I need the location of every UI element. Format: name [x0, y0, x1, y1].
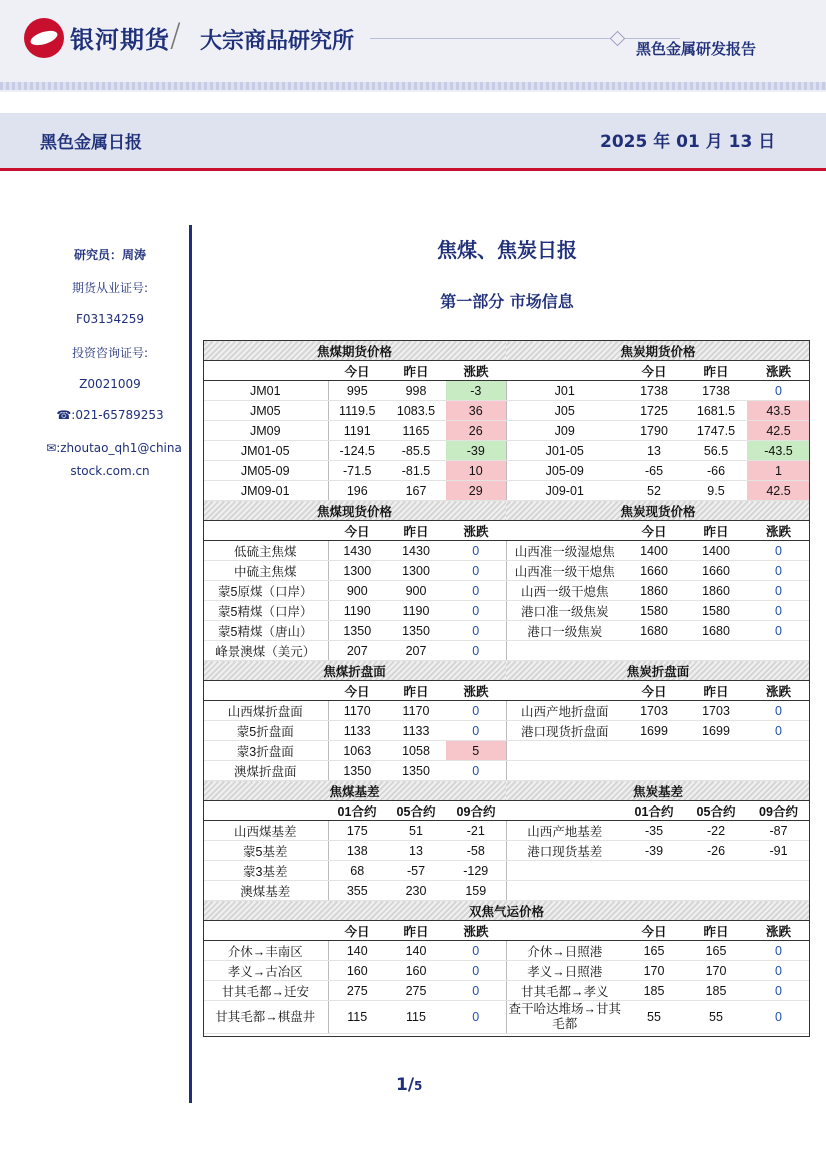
- table-cell: 42.5: [747, 421, 810, 441]
- table-cell: 1350: [328, 621, 386, 641]
- table-cell: 55: [623, 1001, 685, 1034]
- row-label: 蒙5原煤（口岸）: [203, 581, 328, 601]
- row-label: JM09-01: [203, 481, 328, 501]
- section-header-right: 焦炭期货价格: [506, 341, 810, 361]
- row-label: JM09: [203, 421, 328, 441]
- table-cell: -124.5: [328, 441, 386, 461]
- column-header: 01合约: [623, 801, 685, 821]
- table-cell: 51: [386, 821, 446, 841]
- table-cell: 159: [446, 881, 506, 901]
- table-cell: 10: [446, 461, 506, 481]
- table-cell: 1133: [386, 721, 446, 741]
- column-header: [203, 681, 328, 701]
- table-cell: 0: [747, 701, 810, 721]
- row-label: 港口现货折盘面: [506, 721, 623, 741]
- table-cell: 1725: [623, 401, 685, 421]
- table-row: [203, 761, 810, 781]
- table-cell: [623, 861, 685, 881]
- column-header: [203, 521, 328, 541]
- column-header: 昨日: [685, 521, 747, 541]
- table-row: [203, 841, 810, 861]
- table-cell: -71.5: [328, 461, 386, 481]
- table-cell: 1190: [328, 601, 386, 621]
- row-label: 孝义→古冶区: [203, 961, 328, 981]
- table-cell: [747, 761, 810, 781]
- table-cell: 165: [623, 941, 685, 961]
- table-cell: 52: [623, 481, 685, 501]
- table-cell: 1580: [623, 601, 685, 621]
- column-header: [506, 801, 623, 821]
- table-cell: 0: [446, 541, 506, 561]
- table-cell: 1350: [386, 621, 446, 641]
- row-label: 山西煤基差: [203, 821, 328, 841]
- table-cell: -91: [747, 841, 810, 861]
- table-row: [203, 441, 810, 461]
- table-cell: 1680: [623, 621, 685, 641]
- section-header-left: 焦煤基差: [203, 781, 506, 801]
- table-cell: 275: [328, 981, 386, 1001]
- row-label: 山西准一级湿熄焦: [506, 541, 623, 561]
- column-header: 昨日: [386, 681, 446, 701]
- table-cell: 140: [328, 941, 386, 961]
- column-header: 昨日: [685, 921, 747, 941]
- table-cell: 0: [446, 641, 506, 661]
- table-cell: 165: [685, 941, 747, 961]
- table-cell: 1400: [685, 541, 747, 561]
- table-cell: 275: [386, 981, 446, 1001]
- row-label: [506, 641, 623, 661]
- column-header: 05合约: [685, 801, 747, 821]
- table-cell: 1350: [328, 761, 386, 781]
- table-cell: 207: [386, 641, 446, 661]
- row-label: J09-01: [506, 481, 623, 501]
- section-header-left: 焦煤现货价格: [203, 501, 506, 521]
- column-header: [203, 801, 328, 821]
- column-header: 昨日: [386, 921, 446, 941]
- banner-red-rule: [0, 168, 826, 171]
- phone-number: ☎:021-65789253: [56, 408, 164, 422]
- column-header: [203, 921, 328, 941]
- table-cell: 1190: [386, 601, 446, 621]
- table-cell: 1300: [386, 561, 446, 581]
- table-cell: [685, 641, 747, 661]
- row-label: 蒙5折盘面: [203, 721, 328, 741]
- table-cell: 138: [328, 841, 386, 861]
- table-cell: 0: [747, 541, 810, 561]
- row-label: 蒙5基差: [203, 841, 328, 861]
- table-cell: 1430: [328, 541, 386, 561]
- column-header: 今日: [328, 361, 386, 381]
- section-header-right: 焦炭折盘面: [506, 661, 810, 681]
- table-cell: 160: [328, 961, 386, 981]
- table-row: [203, 601, 810, 621]
- table-cell: -85.5: [386, 441, 446, 461]
- table-cell: 1133: [328, 721, 386, 741]
- table-cell: [747, 861, 810, 881]
- table-cell: 13: [623, 441, 685, 461]
- table-cell: 43.5: [747, 401, 810, 421]
- table-cell: -81.5: [386, 461, 446, 481]
- row-label: 峰景澳煤（美元）: [203, 641, 328, 661]
- table-cell: -39: [623, 841, 685, 861]
- table-cell: -21: [446, 821, 506, 841]
- table-cell: 1580: [685, 601, 747, 621]
- row-label: J09: [506, 421, 623, 441]
- row-label: [506, 881, 623, 901]
- table-cell: 1660: [685, 561, 747, 581]
- table-cell: -57: [386, 861, 446, 881]
- table-cell: 26: [446, 421, 506, 441]
- column-header: 今日: [328, 921, 386, 941]
- row-label: 山西煤折盘面: [203, 701, 328, 721]
- row-label: JM01: [203, 381, 328, 401]
- sidebar-divider: [189, 225, 192, 1103]
- table-cell: [747, 881, 810, 901]
- row-label: 介休→日照港: [506, 941, 623, 961]
- table-cell: 1119.5: [328, 401, 386, 421]
- table-cell: 1170: [386, 701, 446, 721]
- table-cell: -39: [446, 441, 506, 461]
- column-header: 今日: [623, 521, 685, 541]
- table-cell: [623, 741, 685, 761]
- table-cell: 42.5: [747, 481, 810, 501]
- table-cell: -58: [446, 841, 506, 861]
- table-cell: [623, 881, 685, 901]
- table-row: [203, 421, 810, 441]
- table-cell: 13: [386, 841, 446, 861]
- table-cell: 0: [747, 961, 810, 981]
- column-header: 昨日: [386, 521, 446, 541]
- table-cell: 995: [328, 381, 386, 401]
- report-type: 黑色金属研发报告: [636, 40, 757, 58]
- row-label: 山西产地折盘面: [506, 701, 623, 721]
- column-header: [506, 921, 623, 941]
- table-cell: 0: [446, 941, 506, 961]
- researcher: 研究员：周涛: [73, 248, 146, 262]
- table-cell: 0: [747, 941, 810, 961]
- table-cell: 0: [446, 961, 506, 981]
- table-cell: [685, 761, 747, 781]
- table-cell: 0: [747, 601, 810, 621]
- row-label: J05: [506, 401, 623, 421]
- table-cell: 0: [747, 1001, 810, 1034]
- table-row: [203, 381, 810, 401]
- email-line-2: stock.com.cn: [70, 464, 150, 478]
- table-cell: 1300: [328, 561, 386, 581]
- email-line-1: ✉:zhoutao_qh1@china: [46, 441, 182, 455]
- table-row: [203, 641, 810, 661]
- table-cell: 900: [386, 581, 446, 601]
- table-cell: 1191: [328, 421, 386, 441]
- table-cell: [623, 641, 685, 661]
- table-cell: 1699: [623, 721, 685, 741]
- row-label: 蒙5精煤（口岸）: [203, 601, 328, 621]
- table-cell: 175: [328, 821, 386, 841]
- column-header: 今日: [328, 521, 386, 541]
- column-header: 01合约: [328, 801, 386, 821]
- table-cell: [623, 761, 685, 781]
- page-number: 1/5: [396, 1075, 423, 1095]
- table-cell: 1747.5: [685, 421, 747, 441]
- row-label: J01: [506, 381, 623, 401]
- table-cell: 1350: [386, 761, 446, 781]
- table-cell: 185: [685, 981, 747, 1001]
- table-cell: 0: [446, 761, 506, 781]
- table-row: [203, 741, 810, 761]
- column-header: 昨日: [685, 681, 747, 701]
- table-cell: 115: [386, 1001, 446, 1034]
- column-header: 涨跌: [446, 521, 506, 541]
- table-cell: 68: [328, 861, 386, 881]
- table-cell: 1083.5: [386, 401, 446, 421]
- table-cell: 1430: [386, 541, 446, 561]
- row-label: [506, 861, 623, 881]
- table-row: [203, 701, 810, 721]
- table-cell: [685, 881, 747, 901]
- table-row: [203, 881, 810, 901]
- institute-name: 大宗商品研究所: [200, 29, 355, 54]
- row-label: JM05-09: [203, 461, 328, 481]
- table-cell: 230: [386, 881, 446, 901]
- table-cell: 29: [446, 481, 506, 501]
- row-label: 甘其毛都→棋盘井: [203, 1001, 328, 1034]
- table-cell: -129: [446, 861, 506, 881]
- section-title: 第一部分 市场信息: [440, 292, 574, 311]
- table-cell: 0: [446, 581, 506, 601]
- table-cell: 0: [446, 621, 506, 641]
- column-header: [506, 521, 623, 541]
- header-stripe: [0, 82, 826, 90]
- table-cell: 140: [386, 941, 446, 961]
- table-cell: 900: [328, 581, 386, 601]
- row-label: 甘其毛都→迁安: [203, 981, 328, 1001]
- column-header: 今日: [623, 361, 685, 381]
- table-cell: -35: [623, 821, 685, 841]
- column-header: 05合约: [386, 801, 446, 821]
- brand-name: 银河期货: [70, 26, 170, 54]
- row-label: [506, 741, 623, 761]
- table-cell: 998: [386, 381, 446, 401]
- column-header: [506, 681, 623, 701]
- table-cell: 0: [747, 721, 810, 741]
- table-cell: 56.5: [685, 441, 747, 461]
- row-label: 蒙5精煤（唐山）: [203, 621, 328, 641]
- column-header: 今日: [328, 681, 386, 701]
- row-label: 介休→丰南区: [203, 941, 328, 961]
- table-cell: 0: [747, 981, 810, 1001]
- invest-cert: Z0021009: [79, 377, 141, 391]
- table-cell: 0: [747, 561, 810, 581]
- table-cell: 1170: [328, 701, 386, 721]
- table-row: [203, 621, 810, 641]
- section-header-left: 焦煤期货价格: [203, 341, 506, 361]
- table-cell: 115: [328, 1001, 386, 1034]
- table-cell: 1699: [685, 721, 747, 741]
- table-row: [203, 461, 810, 481]
- table-cell: 1: [747, 461, 810, 481]
- row-label: 蒙3折盘面: [203, 741, 328, 761]
- table-cell: 0: [446, 601, 506, 621]
- section-header-left: 焦煤折盘面: [203, 661, 506, 681]
- column-header: 09合约: [446, 801, 506, 821]
- table-cell: 1860: [623, 581, 685, 601]
- banner-title: 黑色金属日报: [40, 133, 142, 153]
- divider-slash: /: [170, 16, 181, 54]
- row-label: 澳煤基差: [203, 881, 328, 901]
- table-cell: 1790: [623, 421, 685, 441]
- table-row: [203, 961, 810, 981]
- row-label: J05-09: [506, 461, 623, 481]
- table-row: [203, 541, 810, 561]
- row-label: 蒙3基差: [203, 861, 328, 881]
- table-row: [203, 401, 810, 421]
- table-cell: 1703: [685, 701, 747, 721]
- table-cell: [685, 741, 747, 761]
- section-header: 双焦气运价格: [203, 901, 810, 921]
- row-label: 山西一级干熄焦: [506, 581, 623, 601]
- column-header: 涨跌: [747, 361, 810, 381]
- table-cell: 1660: [623, 561, 685, 581]
- table-cell: 1738: [623, 381, 685, 401]
- table-cell: -65: [623, 461, 685, 481]
- table-cell: 1400: [623, 541, 685, 561]
- table-row: [203, 941, 810, 961]
- table-cell: 55: [685, 1001, 747, 1034]
- table-row: [203, 861, 810, 881]
- column-header: 涨跌: [446, 681, 506, 701]
- column-header: [203, 361, 328, 381]
- column-header: 09合约: [747, 801, 810, 821]
- table-cell: 196: [328, 481, 386, 501]
- table-cell: 0: [747, 581, 810, 601]
- table-row: [203, 981, 810, 1001]
- table-row: [203, 1001, 810, 1034]
- table-row: [203, 581, 810, 601]
- table-cell: -22: [685, 821, 747, 841]
- table-cell: [685, 861, 747, 881]
- table-cell: [747, 641, 810, 661]
- table-cell: 0: [446, 561, 506, 581]
- table-row: [203, 821, 810, 841]
- table-cell: 1680: [685, 621, 747, 641]
- table-cell: 1058: [386, 741, 446, 761]
- table-cell: 0: [446, 721, 506, 741]
- table-cell: 1681.5: [685, 401, 747, 421]
- table-cell: -87: [747, 821, 810, 841]
- column-header: 昨日: [685, 361, 747, 381]
- row-label: 山西准一级干熄焦: [506, 561, 623, 581]
- section-header-right: 焦炭基差: [506, 781, 810, 801]
- table-cell: 170: [623, 961, 685, 981]
- futures-cert: F03134259: [76, 312, 144, 326]
- row-label: 查干哈达堆场→甘其毛都: [506, 1001, 623, 1034]
- table-cell: 160: [386, 961, 446, 981]
- row-label: JM01-05: [203, 441, 328, 461]
- galaxy-logo-icon: [24, 18, 64, 58]
- table-cell: 355: [328, 881, 386, 901]
- table-row: [203, 481, 810, 501]
- column-header: 涨跌: [747, 921, 810, 941]
- column-header: 涨跌: [747, 681, 810, 701]
- row-label: J01-05: [506, 441, 623, 461]
- table-cell: 9.5: [685, 481, 747, 501]
- table-cell: 1165: [386, 421, 446, 441]
- column-header: 涨跌: [747, 521, 810, 541]
- document-title: 焦煤、焦炭日报: [437, 238, 577, 262]
- table-cell: 167: [386, 481, 446, 501]
- row-label: JM05: [203, 401, 328, 421]
- section-header-right: 焦炭现货价格: [506, 501, 810, 521]
- report-date: 2025 年 01 月 13 日: [600, 132, 776, 152]
- table-cell: -26: [685, 841, 747, 861]
- row-label: 港口准一级焦炭: [506, 601, 623, 621]
- row-label: 港口一级焦炭: [506, 621, 623, 641]
- invest-cert-label: 投资咨询证号:: [71, 346, 149, 360]
- table-cell: 0: [747, 621, 810, 641]
- table-cell: 1738: [685, 381, 747, 401]
- table-cell: -66: [685, 461, 747, 481]
- row-label: 澳煤折盘面: [203, 761, 328, 781]
- column-header: [506, 361, 623, 381]
- table-cell: 0: [446, 981, 506, 1001]
- header-rule: [370, 38, 680, 39]
- table-cell: 207: [328, 641, 386, 661]
- column-header: 今日: [623, 681, 685, 701]
- table-cell: 170: [685, 961, 747, 981]
- table-row: [203, 721, 810, 741]
- table-cell: -3: [446, 381, 506, 401]
- table-row: [203, 561, 810, 581]
- table-cell: [747, 741, 810, 761]
- column-header: 涨跌: [446, 361, 506, 381]
- column-header: 昨日: [386, 361, 446, 381]
- column-header: 今日: [623, 921, 685, 941]
- table-cell: 36: [446, 401, 506, 421]
- table-cell: 1860: [685, 581, 747, 601]
- table-cell: 1703: [623, 701, 685, 721]
- row-label: 港口现货基差: [506, 841, 623, 861]
- table-cell: -43.5: [747, 441, 810, 461]
- table-cell: 0: [446, 1001, 506, 1034]
- row-label: 山西产地基差: [506, 821, 623, 841]
- table-cell: 1063: [328, 741, 386, 761]
- market-data-table: [203, 340, 810, 1034]
- column-header: 涨跌: [446, 921, 506, 941]
- futures-cert-label: 期货从业证号:: [71, 281, 149, 295]
- row-label: 中硫主焦煤: [203, 561, 328, 581]
- table-cell: 0: [747, 381, 810, 401]
- row-label: 孝义→日照港: [506, 961, 623, 981]
- row-label: 甘其毛都→孝义: [506, 981, 623, 1001]
- row-label: 低硫主焦煤: [203, 541, 328, 561]
- table-cell: 5: [446, 741, 506, 761]
- table-cell: 0: [446, 701, 506, 721]
- row-label: [506, 761, 623, 781]
- table-cell: 185: [623, 981, 685, 1001]
